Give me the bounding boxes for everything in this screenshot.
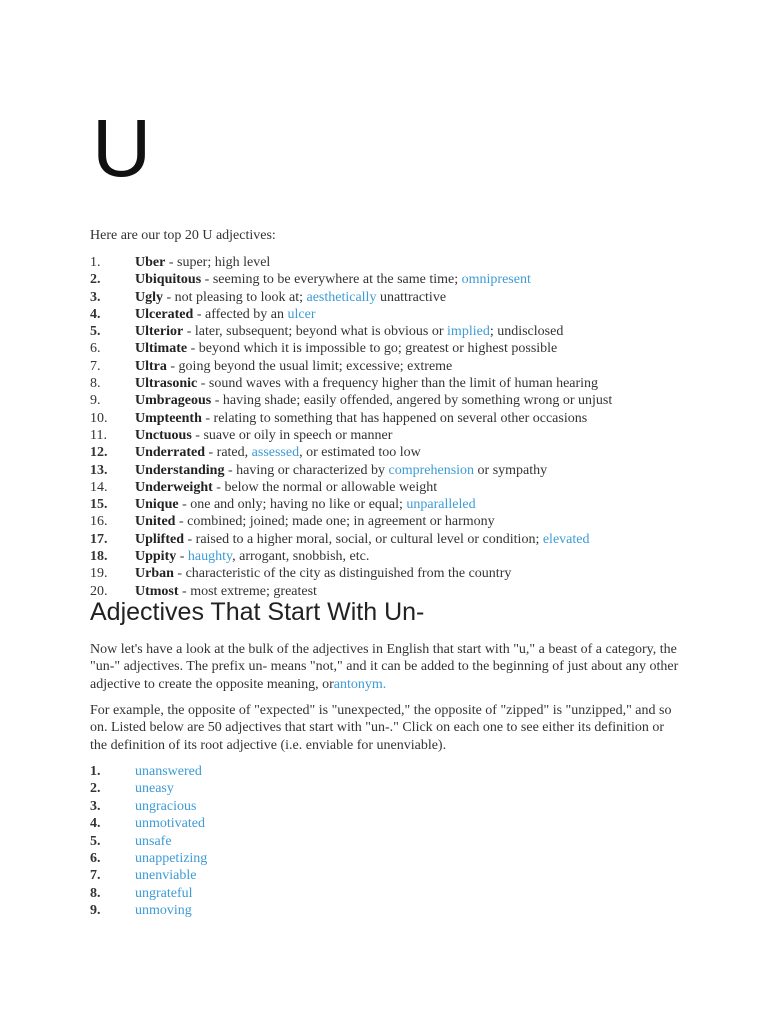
definition-text: - relating to something that has happened on several other occasions <box>201 410 588 426</box>
term-word: Underweight <box>135 479 213 495</box>
list-entry <box>135 289 446 306</box>
list-item <box>90 410 612 427</box>
term-word: Utmost <box>135 583 179 599</box>
list-number: 5. <box>90 833 101 849</box>
list-entry <box>135 531 589 548</box>
list-number: 18. <box>90 549 108 565</box>
term-word: Ultrasonic <box>135 376 198 392</box>
list-item <box>90 763 207 780</box>
list-item <box>90 565 612 582</box>
list-item <box>90 496 612 513</box>
list-number: 2. <box>90 781 101 797</box>
list-entry <box>135 548 369 565</box>
list-entry <box>135 462 547 479</box>
term-word: Unctuous <box>135 427 192 443</box>
term-word: United <box>135 514 176 530</box>
definition-text: , arrogant, snobbish, etc. <box>232 549 370 565</box>
list-item <box>90 885 207 902</box>
definition-link[interactable]: aesthetically <box>306 289 377 305</box>
list-item <box>90 548 612 565</box>
list-number: 8. <box>90 885 101 901</box>
list-number: 6. <box>90 851 101 867</box>
paragraph-example: For example, the opposite of "expected" is "unexpected," the opposite of "zipped" is "unzipped," and so on. Listed below are 50 adjectives that start with "un-." Click on each one to see either its definition or the definition of its root adjective (i.e. enviable for unenviable). <box>90 703 672 753</box>
list-entry <box>135 513 495 530</box>
paragraph-text: Now let's have a look at the bulk of the adjectives in English that start with "u," a beast of a category, the "un-" adjectives. The prefix un- means "not," and it can be added to the beginning of just about any other adjective to create the opposite meaning, or <box>90 642 679 692</box>
list-item <box>90 375 612 392</box>
definition-text: - below the normal or allowable weight <box>212 479 438 495</box>
section-heading: Adjectives That Start With Un- <box>90 598 425 626</box>
definition-text: - not pleasing to look at; <box>163 289 307 305</box>
list-number: 2. <box>90 272 101 288</box>
list-number: 15. <box>90 497 108 513</box>
letter-heading: U <box>92 103 152 194</box>
term-word: Ulcerated <box>135 306 194 322</box>
list-item <box>90 462 612 479</box>
definition-text: - most extreme; greatest <box>178 583 317 599</box>
definition-text: - <box>176 549 188 565</box>
paragraph-un-intro <box>90 641 682 693</box>
list-entry <box>135 427 392 444</box>
list-entry <box>135 496 476 513</box>
list-number: 14. <box>90 479 108 495</box>
definition-text: - raised to a higher moral, social, or cultural level or condition; <box>184 531 543 547</box>
adjective-link[interactable]: unanswered <box>135 764 202 779</box>
term-word: Umbrageous <box>135 393 212 409</box>
list-number: 7. <box>90 868 101 884</box>
list-item <box>90 254 612 271</box>
list-number: 1. <box>90 764 101 779</box>
list-item <box>90 323 612 340</box>
adjective-link[interactable]: unmoving <box>135 903 192 919</box>
list-item <box>90 815 207 832</box>
list-entry <box>135 565 511 582</box>
adjective-link[interactable]: ungrateful <box>135 885 193 901</box>
definition-text: - later, subsequent; beyond what is obvious or <box>183 324 448 340</box>
term-word: Urban <box>135 566 174 582</box>
definition-link[interactable]: haughty <box>187 549 233 565</box>
list-number: 12. <box>90 445 108 461</box>
list-item <box>90 340 612 357</box>
list-item <box>90 289 612 306</box>
definition-link[interactable]: unparalleled <box>406 497 476 513</box>
list-number: 9. <box>90 393 101 409</box>
definition-text: ; undisclosed <box>489 324 564 340</box>
list-number: 17. <box>90 531 108 547</box>
intro-text: Here are our top 20 U adjectives: <box>90 228 276 243</box>
list-entry <box>135 375 598 392</box>
definition-text: unattractive <box>376 289 447 305</box>
definition-link[interactable]: omnipresent <box>461 272 531 288</box>
definition-text: - seeming to be everywhere at the same time; <box>201 272 462 288</box>
definition-text: - suave or oily in speech or manner <box>191 427 393 443</box>
definition-link[interactable]: assessed <box>251 445 300 461</box>
antonym-link[interactable]: antonym. <box>333 676 387 692</box>
adjective-link[interactable]: unmotivated <box>135 816 205 832</box>
adjective-link[interactable]: unenviable <box>135 868 197 884</box>
term-word: Ulterior <box>135 324 184 340</box>
term-word: Umpteenth <box>135 410 202 426</box>
definition-link[interactable]: elevated <box>542 531 590 547</box>
term-word: Ugly <box>135 289 163 305</box>
definition-text: - having shade; easily offended, angered by something wrong or unjust <box>211 393 613 409</box>
list-entry <box>135 271 531 288</box>
list-entry <box>135 254 270 271</box>
list-item <box>90 306 612 323</box>
term-word: Ultra <box>135 358 167 374</box>
definition-text: - combined; joined; made one; in agreement or harmony <box>175 514 495 530</box>
definition-text: - sound waves with a frequency higher than the limit of human hearing <box>197 376 599 392</box>
definition-text: - affected by an <box>193 306 288 322</box>
list-entry <box>135 410 587 427</box>
list-number: 9. <box>90 903 101 919</box>
list-item <box>90 850 207 867</box>
list-entry <box>135 392 612 409</box>
adjective-link[interactable]: ungracious <box>135 798 197 814</box>
term-word: Uppity <box>135 549 177 565</box>
top20-list <box>90 254 612 600</box>
list-item <box>90 392 612 409</box>
list-entry <box>135 323 563 340</box>
term-word: Understanding <box>135 462 225 478</box>
list-item <box>90 902 207 919</box>
list-item <box>90 798 207 815</box>
list-number: 4. <box>90 306 101 322</box>
list-item <box>90 833 207 850</box>
list-item <box>90 531 612 548</box>
list-item <box>90 427 612 444</box>
list-number: 7. <box>90 358 101 374</box>
un-adjective-list <box>90 763 207 920</box>
definition-text: - going beyond the usual limit; excessive; extreme <box>166 358 453 374</box>
list-item <box>90 513 612 530</box>
definition-text: - rated, <box>205 445 252 461</box>
list-number: 20. <box>90 583 108 599</box>
list-item <box>90 444 612 461</box>
list-number: 10. <box>90 410 108 426</box>
list-item <box>90 358 612 375</box>
definition-text: - characteristic of the city as distinguished from the country <box>173 566 512 582</box>
list-entry <box>135 444 421 461</box>
list-number: 6. <box>90 341 101 357</box>
list-entry <box>135 340 557 357</box>
list-number: 8. <box>90 376 101 392</box>
adjective-link[interactable]: unappetizing <box>135 851 208 867</box>
definition-link[interactable]: comprehension <box>388 462 475 478</box>
term-word: Uber <box>135 255 166 270</box>
adjective-link[interactable]: uneasy <box>135 781 174 797</box>
list-number: 13. <box>90 462 108 478</box>
list-entry <box>135 479 437 496</box>
definition-text: - super; high level <box>165 255 271 270</box>
list-item <box>90 271 612 288</box>
definition-text: - beyond which it is impossible to go; greatest or highest possible <box>187 341 558 357</box>
list-entry <box>135 358 452 375</box>
definition-text: or sympathy <box>474 462 548 478</box>
list-number: 4. <box>90 816 101 832</box>
list-number: 3. <box>90 798 101 814</box>
list-item <box>90 479 612 496</box>
list-item <box>90 867 207 884</box>
list-item <box>90 780 207 797</box>
list-number: 16. <box>90 514 108 530</box>
list-number: 19. <box>90 566 108 582</box>
definition-text: - having or characterized by <box>224 462 389 478</box>
term-word: Uplifted <box>135 531 184 547</box>
term-word: Ubiquitous <box>135 272 202 288</box>
list-number: 5. <box>90 324 101 340</box>
term-word: Unique <box>135 497 179 513</box>
definition-text: , or estimated too low <box>299 445 421 461</box>
list-entry <box>135 306 316 323</box>
definition-link[interactable]: ulcer <box>287 306 316 322</box>
adjective-link[interactable]: unsafe <box>135 833 172 849</box>
term-word: Ultimate <box>135 341 188 357</box>
definition-link[interactable]: implied <box>447 324 490 340</box>
list-number: 3. <box>90 289 101 305</box>
term-word: Underrated <box>135 445 205 461</box>
list-number: 11. <box>90 427 107 443</box>
list-number: 1. <box>90 255 101 270</box>
definition-text: - one and only; having no like or equal; <box>178 497 407 513</box>
